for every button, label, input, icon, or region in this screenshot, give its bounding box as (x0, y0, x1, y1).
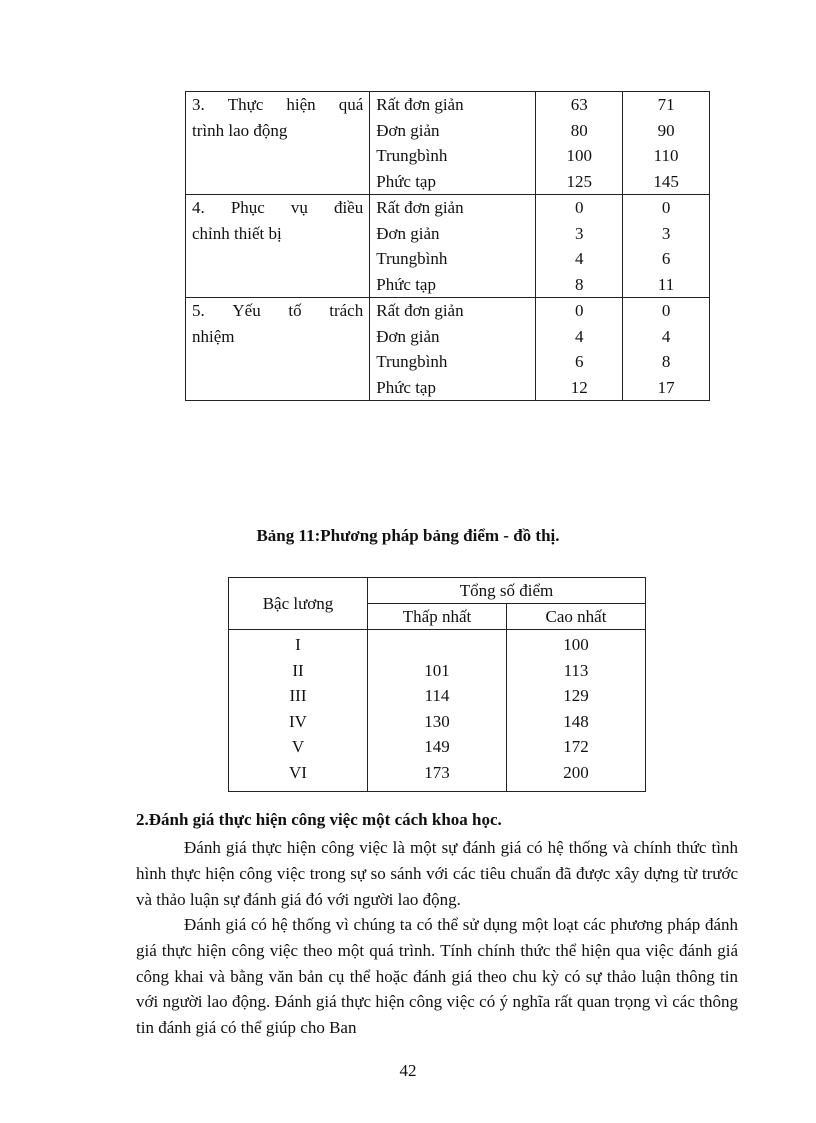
header-total-points: Tổng số điểm (368, 578, 646, 604)
table-value: 172 (563, 737, 589, 756)
criterion-cell (186, 195, 370, 298)
min-cell (536, 298, 623, 401)
table-value: II (292, 660, 304, 680)
max-cell (623, 298, 710, 401)
table-value: Trungbình (376, 146, 448, 165)
table-value: 63 (570, 95, 588, 114)
table-value: Phức tạp (376, 274, 436, 294)
criterion-line: chỉnh thiết bị (192, 223, 282, 243)
table-value: 129 (563, 686, 589, 705)
table-value: 149 (424, 737, 450, 756)
paragraph: Đánh giá thực hiện công việc là một sự đánh giá có hệ thống và chính thức tình hình thực hiện công việc trong sự so sánh với các tiêu chuẩn đã được xây dựng từ trước và thảo luận sự đánh giá đó với người lao động. (136, 838, 738, 909)
table-value: Trungbình (376, 249, 448, 268)
criterion-word: hiện (286, 95, 316, 114)
min-cell (536, 195, 623, 298)
table-value: 0 (574, 301, 584, 320)
grade-column (229, 630, 368, 792)
table-value: VI (289, 762, 307, 782)
table-value: 11 (657, 274, 675, 294)
table-value: Đơn giản (376, 120, 440, 140)
criterion-word: trách (329, 301, 364, 320)
section-heading: 2.Đánh giá thực hiện công việc một cách khoa học. (136, 810, 502, 829)
criterion-cell (186, 298, 370, 401)
table-caption: Bảng 11:Phương pháp bảng điểm - đồ thị. (256, 526, 560, 545)
table-value: Đơn giản (376, 223, 440, 243)
max-column (507, 630, 646, 792)
table-value: 145 (653, 171, 679, 191)
max-cell (623, 92, 710, 195)
table-value: 0 (574, 198, 584, 217)
table-value: 6 (661, 249, 671, 268)
table-value: 113 (563, 660, 589, 680)
table-value: 200 (563, 762, 589, 782)
table-value: Rất đơn giản (376, 95, 464, 114)
salary-grade-table (228, 577, 646, 792)
header-grade: Bậc lương (229, 578, 368, 630)
criterion-word: tố (288, 301, 302, 320)
level-cell (370, 298, 536, 401)
table-value: IV (289, 711, 307, 731)
table-value: 125 (566, 171, 592, 191)
table-value: 114 (424, 686, 450, 705)
table-value: 173 (424, 762, 450, 782)
min-column (368, 630, 507, 792)
min-cell (536, 92, 623, 195)
table-value: 130 (424, 711, 450, 731)
criterion-row (186, 195, 710, 298)
table-value: 3 (661, 223, 671, 243)
table-value: 8 (661, 352, 671, 371)
table-value: 8 (574, 274, 584, 294)
table-value (368, 632, 506, 658)
level-cell (370, 195, 536, 298)
criterion-word: quá (338, 95, 364, 114)
table-value: Đơn giản (376, 326, 440, 346)
level-cell (370, 92, 536, 195)
criterion-word: 5. (192, 301, 205, 320)
criterion-cell (186, 92, 370, 195)
table-value: 4 (661, 326, 671, 346)
criterion-word: Yếu (232, 301, 261, 320)
table-value: 0 (661, 301, 671, 320)
table-value: 148 (563, 711, 589, 731)
max-cell (623, 195, 710, 298)
table-value: 80 (570, 120, 588, 140)
table-value: Rất đơn giản (376, 198, 464, 217)
table-value: III (289, 686, 307, 705)
criterion-line: trình lao động (192, 120, 288, 140)
table-value: 100 (566, 146, 592, 165)
table-value: Phức tạp (376, 377, 436, 397)
table-value: I (295, 635, 301, 654)
criterion-word: 3. (192, 95, 205, 114)
table-value: V (291, 737, 305, 756)
table-value: 100 (563, 635, 589, 654)
table-value: 3 (574, 223, 584, 243)
header-max: Cao nhất (507, 604, 646, 630)
criterion-word: 4. (192, 198, 205, 217)
table-value: 0 (661, 198, 671, 217)
table-value: 17 (657, 377, 675, 397)
table-value: 6 (574, 352, 584, 371)
page-number: 42 (399, 1061, 417, 1080)
criterion-row (186, 92, 710, 195)
table-value: Trungbình (376, 352, 448, 371)
table-value: 90 (657, 120, 675, 140)
table-value: 4 (574, 326, 584, 346)
header-min: Thấp nhất (368, 604, 507, 630)
table-value: 110 (653, 146, 679, 165)
table-value: 4 (574, 249, 584, 268)
table-value: 101 (424, 660, 450, 680)
criterion-row (186, 298, 710, 401)
table-value: 71 (657, 95, 675, 114)
criterion-word: điều (333, 198, 364, 217)
criterion-word: Thực (227, 95, 264, 114)
table-value: Phức tạp (376, 171, 436, 191)
criterion-word: vụ (290, 198, 308, 217)
paragraph: Đánh giá có hệ thống vì chúng ta có thể sử dụng một loạt các phương pháp đánh giá thực hiện công việc theo một quá trình. Tính chính thức thể hiện qua việc đánh giá công khai và bằng văn bản cụ thể hoặc đánh giá theo chu kỳ có sự thảo luận thông tin với người lao động. Đánh giá thực hiện công việc có ý nghĩa rất quan trọng vì các thông tin đánh giá có thể giúp cho Ban (136, 915, 738, 1038)
criterion-word: Phục (230, 198, 265, 217)
points-table-continued (185, 91, 710, 401)
table-value: Rất đơn giản (376, 301, 464, 320)
table-value: 12 (570, 377, 588, 397)
criterion-line: nhiệm (192, 326, 235, 346)
